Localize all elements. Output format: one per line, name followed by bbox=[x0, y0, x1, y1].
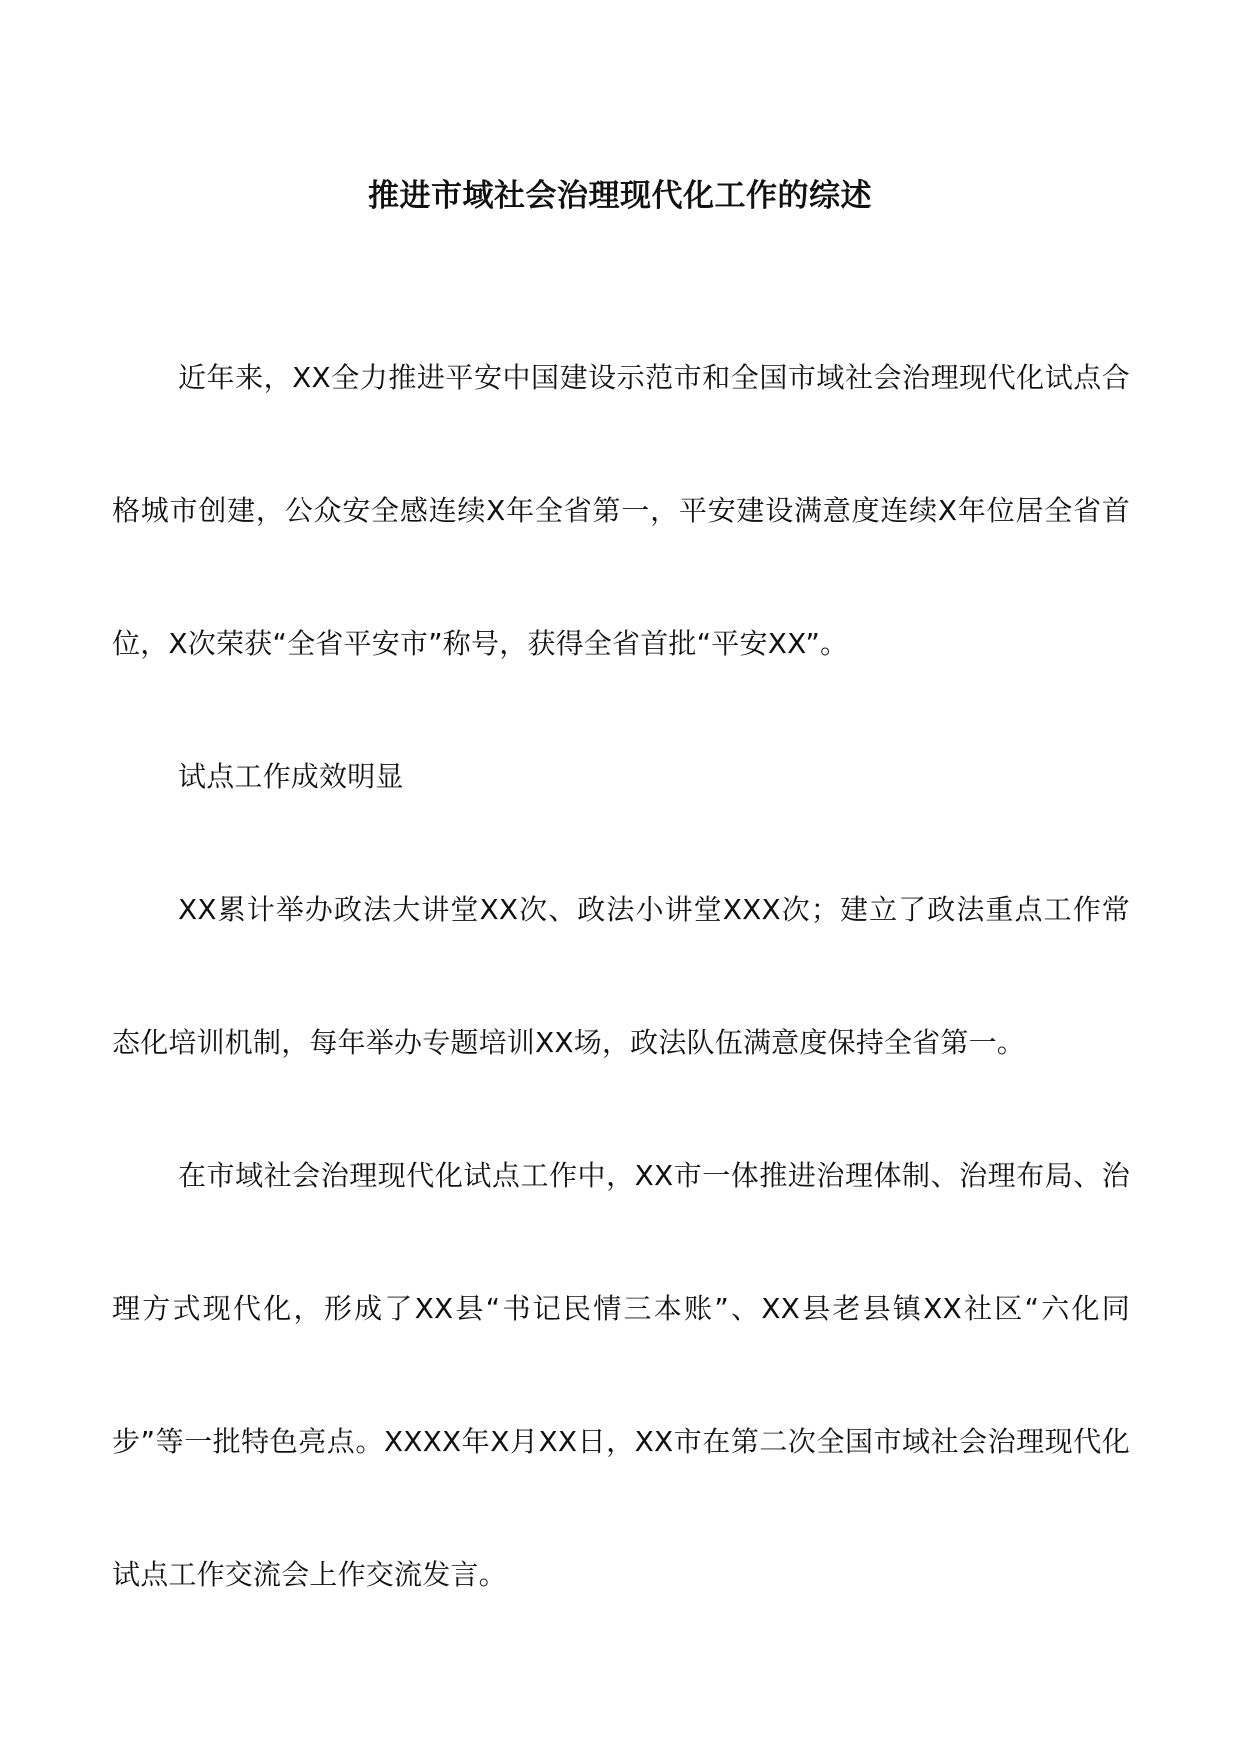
document-body bbox=[112, 311, 1130, 1641]
paragraph-pilot-work: 在市域社会治理现代化试点工作中，XX市一体推进治理体制、治理布局、治理方式现代化，形成了XX县“书记民情三本账”、XX县老县镇XX社区“六化同步”等一批特色亮点。XXXX年X月XX日，XX市在第二次全国市域社会治理现代化试点工作交流会上作交流发言。 bbox=[112, 1159, 1130, 1591]
document-title: 推进市域社会治理现代化工作的综述 bbox=[368, 178, 872, 214]
paragraph-intro: 近年来，XX全力推进平安中国建设示范市和全国市域社会治理现代化试点合格城市创建，公众安全感连续X年全省第一，平安建设满意度连续X年位居全省首位，X次荣获“全省平安市”称号，获得全省首批“平安XX”。 bbox=[112, 361, 1130, 660]
section-heading: 试点工作成效明显 bbox=[178, 760, 404, 793]
paragraph-training: XX累计举办政法大讲堂XX次、政法小讲堂XXX次；建立了政法重点工作常态化培训机制，每年举办专题培训XX场，政法队伍满意度保持全省第一。 bbox=[112, 893, 1130, 1059]
